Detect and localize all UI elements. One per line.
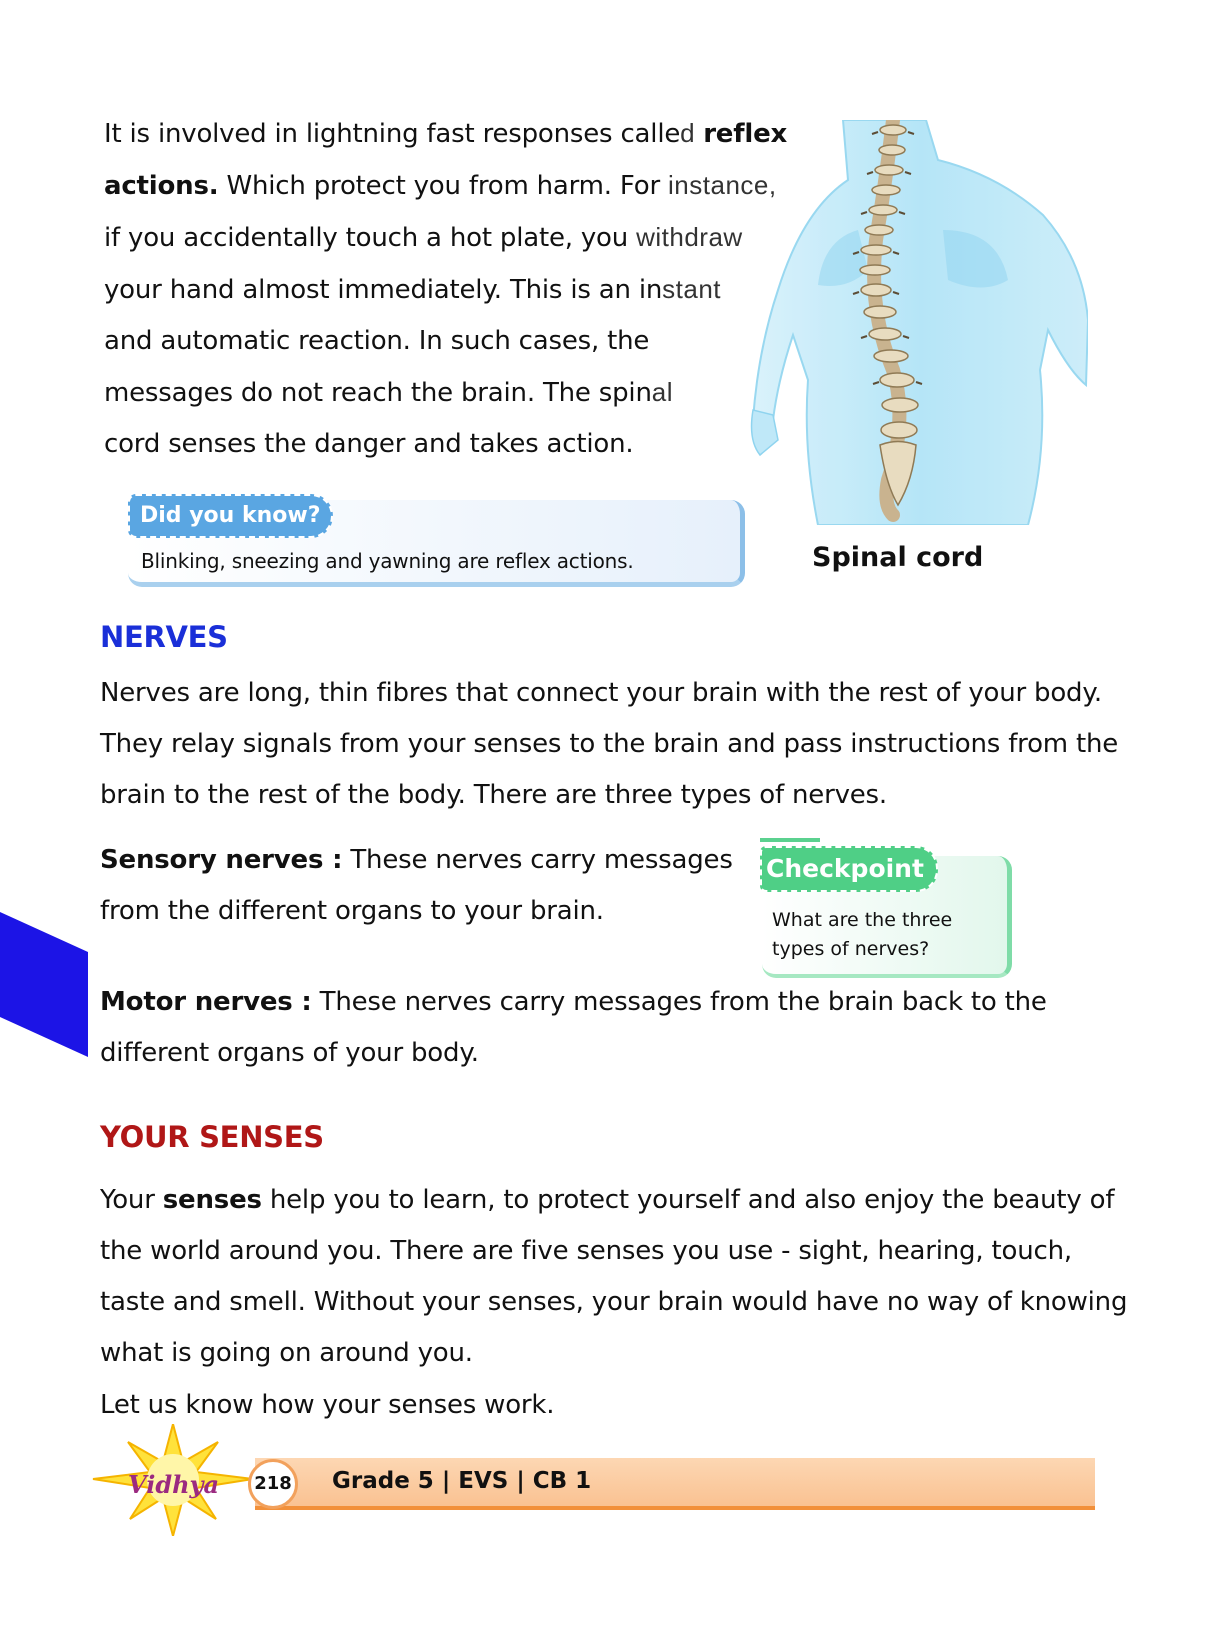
intro-text: al — [651, 377, 673, 407]
motor-nerves-paragraph — [100, 977, 1130, 1079]
sensory-nerves-term: Sensory nerves : — [100, 845, 343, 875]
nerves-heading: NERVES — [100, 620, 228, 654]
intro-text: and automatic reaction. In such cases, the — [104, 326, 650, 356]
footer-underline — [255, 1506, 1095, 1510]
intro-text: Which protect you from harm. For — [218, 171, 669, 201]
senses-heading: YOUR SENSES — [100, 1120, 324, 1154]
motor-nerves-text: These nerves carry messages from the brain back to the different organs of your body. — [100, 987, 1047, 1068]
intro-text: instance, — [668, 170, 777, 200]
intro-text: your hand almost immediately. This is an in — [104, 275, 663, 305]
footer-title: Grade 5 | EVS | CB 1 — [332, 1468, 592, 1494]
side-page-tab — [0, 912, 88, 1057]
did-you-know-label: Did you know? — [128, 494, 333, 538]
checkpoint-accent-line — [760, 838, 820, 842]
intro-text: if you accidentally touch a hot plate, you — [104, 223, 637, 253]
senses-text: help you to learn, to protect yourself and also enjoy the beauty of the world around you. There are five senses you use - sight, hearing, touch, taste and smell. Without your senses, your brain would have no way of knowing what is going on around you. — [100, 1185, 1128, 1368]
intro-paragraph — [104, 108, 824, 470]
did-you-know-text: Blinking, sneezing and yawning are reflex actions. — [141, 549, 634, 573]
motor-nerves-term: Motor nerves : — [100, 987, 312, 1017]
intro-text: withdraw — [636, 222, 743, 252]
actions-term: actions. — [104, 171, 219, 201]
senses-text: Your — [100, 1185, 163, 1215]
reflex-term: reflex — [703, 119, 788, 149]
intro-text: messages do not reach the brain. The spin — [104, 378, 652, 408]
checkpoint-question: What are the three types of nerves? — [772, 909, 953, 960]
checkpoint-label: Checkpoint — [760, 846, 938, 892]
sensory-nerves-text: These nerves carry messages from the different organs to your brain. — [100, 845, 733, 926]
senses-closing-line: Let us know how your senses work. — [100, 1390, 555, 1420]
intro-text: It is involved in lightning fast responses calle — [104, 119, 681, 149]
senses-paragraph — [100, 1175, 1130, 1379]
intro-text: cord senses the danger and takes action. — [104, 429, 634, 459]
logo-text: Vidhya — [128, 1470, 220, 1499]
page-number: 218 — [248, 1459, 298, 1509]
figure-caption: Spinal cord — [812, 542, 984, 573]
spinal-cord-illustration — [748, 120, 1088, 525]
senses-term: senses — [162, 1185, 262, 1215]
sensory-nerves-paragraph — [100, 835, 740, 937]
intro-text: stant — [662, 274, 722, 304]
intro-text: d — [680, 118, 696, 148]
nerves-paragraph: Nerves are long, thin fibres that connect your brain with the rest of your body. They relay signals from your senses to the brain and pass instructions from the brain to the rest of the body. There are three types of nerves. — [100, 678, 1119, 810]
